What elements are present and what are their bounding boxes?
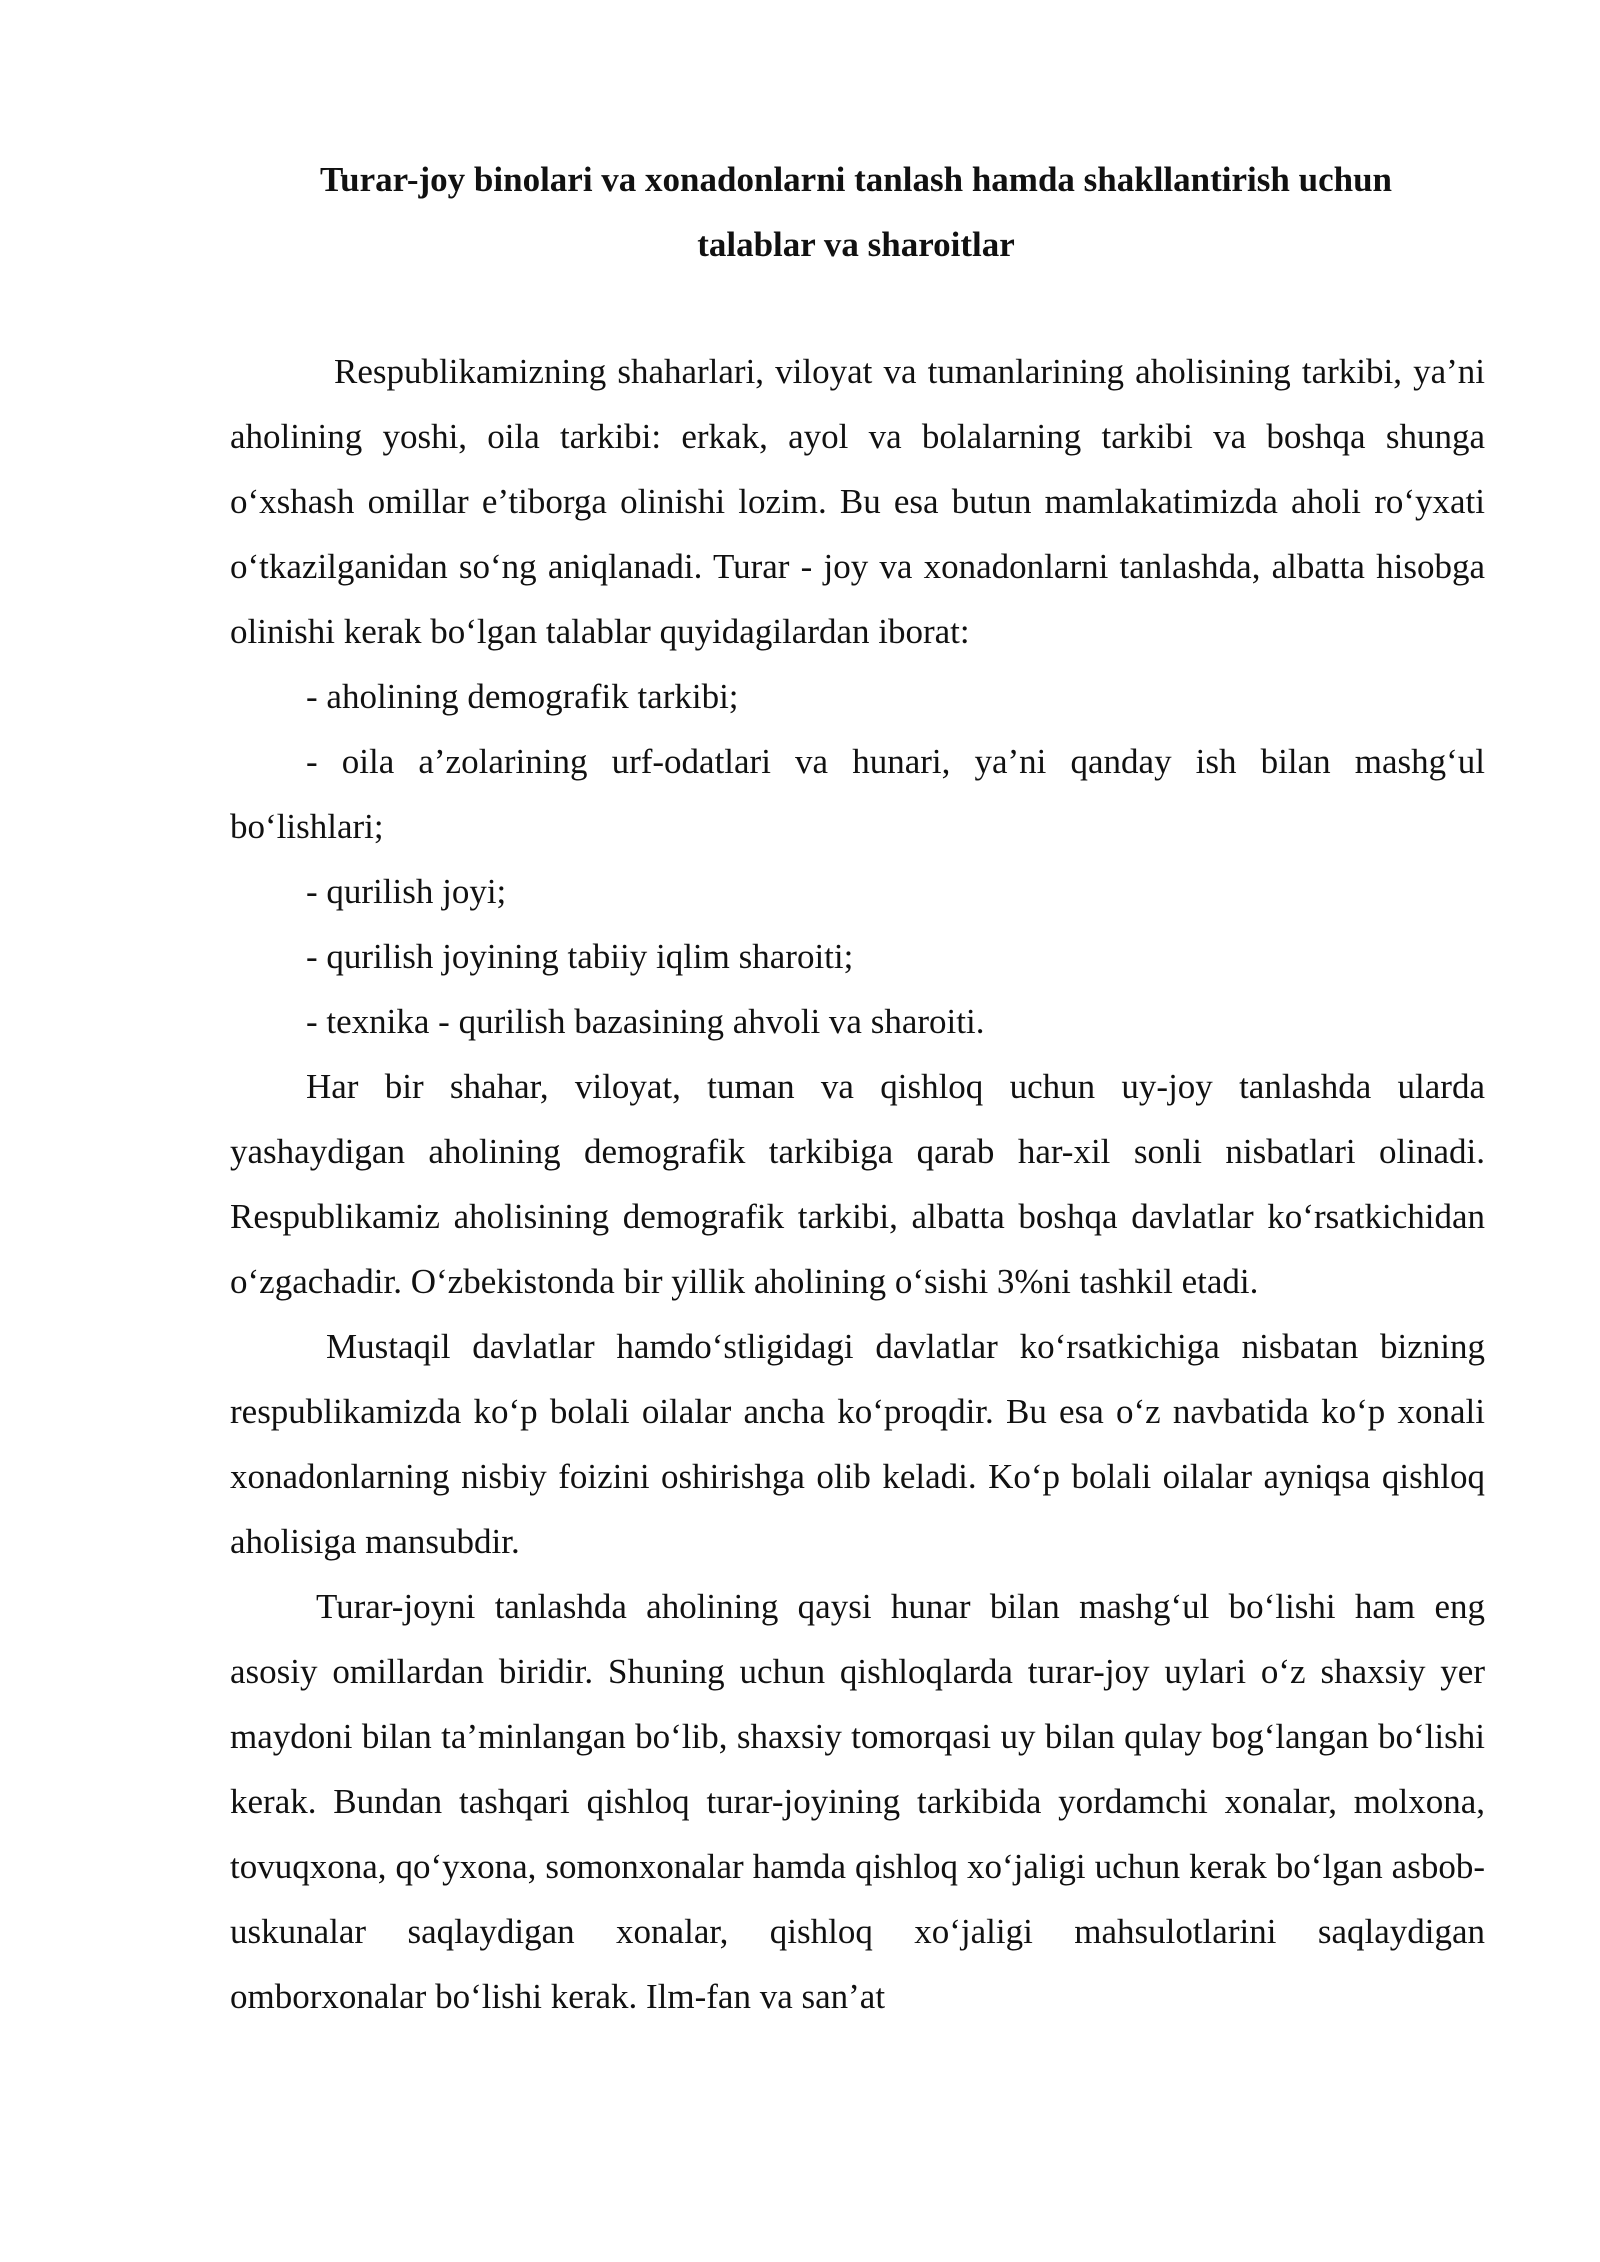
list-item: - qurilish joyining tabiiy iqlim sharoiti; — [306, 937, 854, 976]
document-title — [230, 147, 1482, 277]
paragraph-1: Respublikamizning shaharlari, viloyat va tumanlarining aholisining tarkibi, ya’ni aholining yoshi, oila tarkibi: erkak, ayol va bolalarning tarkibi va boshqa shunga o‘xshash omillar e’tiborga olinishi lozim. Bu esa butun mamlakatimizda aholi ro‘yxati o‘tkazilganidan so‘ng aniqlanadi. Turar - joy va xonadonlarni tanlashda, albatta hisobga olinishi kerak bo‘lgan talablar quyidagilardan iborat: — [230, 352, 1485, 651]
title-line-2: talablar va sharoitlar — [697, 225, 1015, 264]
list-item: - oila a’zolarining urf-odatlari va hunari, ya’ni qanday ish bilan mashg‘ul bo‘lishlari; — [230, 742, 1485, 846]
title-line-1: Turar-joy binolari va xonadonlarni tanlash hamda shakllantirish uchun — [319, 160, 1392, 199]
paragraph-2: Har bir shahar, viloyat, tuman va qishloq uchun uy-joy tanlashda ularda yashaydigan aholining demografik tarkibiga qarab har-xil sonli nisbatlari olinadi. Respublikamiz aholisining demografik tarkibi, albatta boshqa davlatlar ko‘rsatkichidan o‘zgachadir. O‘zbekistonda bir yillik aholining o‘sishi 3%ni tashkil etadi. — [230, 1067, 1485, 1301]
paragraph-3: Mustaqil davlatlar hamdo‘stligidagi davlatlar ko‘rsatkichiga nisbatan bizning respublikamizda ko‘p bolali oilalar ancha ko‘proqdir. Bu esa o‘z navbatida ko‘p xonali xonadonlarning nisbiy foizini oshirishga olib keladi. Ko‘p bolali oilalar ayniqsa qishloq aholisiga mansubdir. — [230, 1327, 1485, 1561]
list-item: - texnika - qurilish bazasining ahvoli va sharoiti. — [306, 1002, 985, 1041]
paragraph-4: Turar-joyni tanlashda aholining qaysi hunar bilan mashg‘ul bo‘lishi ham eng asosiy omillardan biridir. Shuning uchun qishloqlarda turar-joy uylari o‘z shaxsiy yer maydoni bilan ta’minlangan bo‘lib, shaxsiy tomorqasi uy bilan qulay bog‘langan bo‘lishi kerak. Bundan tashqari qishloq turar-joyining tarkibida yordamchi xonalar, molxona, tovuqxona, qo‘yxona, somonxonalar hamda qishloq xo‘jaligi uchun kerak bo‘lgan asbob-uskunalar saqlaydigan xonalar, qishloq xo‘jaligi mahsulotlarini saqlaydigan omborxonalar bo‘lishi kerak. Ilm-fan va san’at — [230, 1587, 1485, 2016]
list-item: - qurilish joyi; — [306, 872, 507, 911]
list-item: - aholining demografik tarkibi; — [306, 677, 739, 716]
document-body — [230, 339, 1485, 2029]
